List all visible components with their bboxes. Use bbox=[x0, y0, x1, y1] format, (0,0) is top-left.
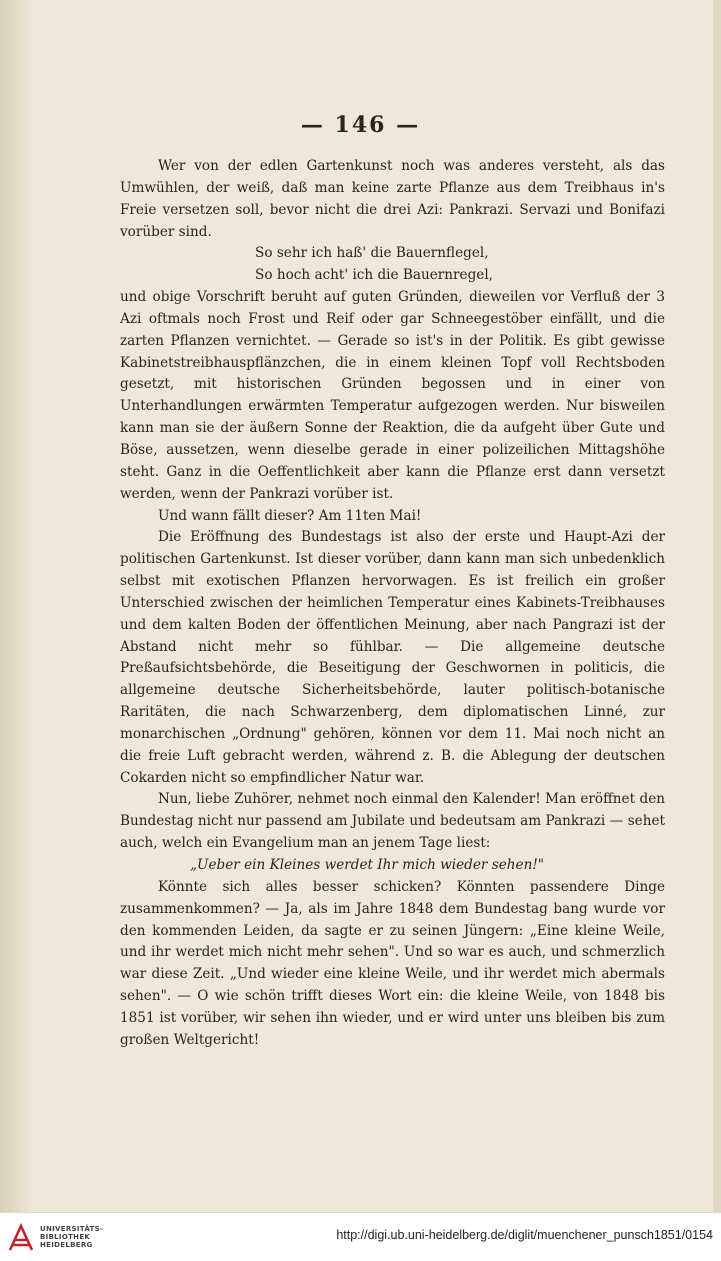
library-name-line-3: HEIDELBERG bbox=[40, 1241, 93, 1249]
paragraph-2: und obige Vorschrift beruht auf guten Gründen, dieweilen vor Verfluß der 3 Azi oftmals noch Frost und Reif oder gar Schneegestöber einfällt, und die zarten Pflanzen vernichtet. — Gerade so ist's in der Politik. Es gibt gewisse Kabinetstreibhauspflänzchen, die in einem kleinen Topf voll Rechtsboden gesetzt, mit historischen Gründen begossen und in einer von Unterhandlungen erwärmten Temperatur aufgezogen werden. Nur bisweilen kann man sie der äußern Sonne der Reaktion, die da aufgeht über Gute und Böse, aussetzen, wenn dieselbe gerade in einer polizeilichen Mittagshöhe steht. Ganz in die Oeffentlichkeit aber kann die Pflanze erst dann versetzt werden, wenn der Pankrazi vorüber ist. bbox=[120, 289, 665, 502]
library-name-line-1: UNIVERSITÄTS- bbox=[40, 1225, 104, 1233]
paragraph-3: Und wann fällt dieser? Am 11ten Mai! bbox=[158, 507, 422, 524]
footer-bar bbox=[0, 1212, 721, 1261]
paragraph-4: Die Eröffnung des Bundestags ist also der erste und Haupt-Azi der politischen Gartenkunst. Ist dieser vorüber, dann kann man sich unbedenklich selbst mit exotischen Pflanzen hervorwagen. Es ist freilich ein großer Unterschied zwischen der heimlichen Temperatur eines Kabinets-Treibhauses und dem kalten Boden der öffentlichen Meinung, aber nach Pangrazi ist der Abstand nicht mehr so fühlbar. — Die allgemeine deutsche Preßaufsichtsbehörde, die Beseitigung der Geschwornen in politicis, die allgemeine deutsche Sicherheitsbehörde, lauter politisch-botanische Raritäten, die nach Schwarzenberg, dem diplomatischen Linné, zur monarchischen „Ordnung" gehören, können vor dem 11. Mai noch nicht an die freie Luft gebracht werden, während z. B. die Ablegung der deutschen Cokarden nicht so empfindlicher Natur war. bbox=[120, 529, 665, 786]
paragraph-5: Nun, liebe Zuhörer, nehmet noch einmal den Kalender! Man eröffnet den Bundestag nicht nur passend am Jubilate und bedeutsam am Pankrazi — sehet auch, welch ein Evangelium man an jenem Tage liest: bbox=[120, 791, 665, 852]
paragraph-1: Wer von der edlen Gartenkunst noch was anderes versteht, als das Umwühlen, der weiß, daß man keine zarte Pflanze aus dem Treibhaus in's Freie versetzen soll, bevor nicht die drei Azi: Pankrazi. Servazi und Bonifazi vorüber sind. bbox=[120, 158, 665, 240]
quotation: „Ueber ein Kleines werdet Ihr mich wieder sehen!" bbox=[190, 857, 545, 873]
verse-line-1: So sehr ich haß' die Bauernflegel, bbox=[255, 245, 489, 262]
permalink-url[interactable]: http://digi.ub.uni-heidelberg.de/diglit/muenchener_punsch1851/0154 bbox=[336, 1228, 713, 1242]
library-logo-icon bbox=[8, 1222, 34, 1252]
paragraph-6: Könnte sich alles besser schicken? Könnten passendere Dinge zusammenkommen? — Ja, als im Jahre 1848 dem Bundestag bang wurde vor den kommenden Leiden, da sagte er zu seinen Jüngern: „Eine kleine Weile, und ihr werdet mich nicht mehr sehen". Und so war es auch, und schmerzlich war diese Zeit. „Und wieder eine kleine Weile, und ihr werdet mich abermals sehen". — O wie schön trifft dieses Wort ein: die kleine Weile, von 1848 bis 1851 ist vorüber, wir sehen ihn wieder, und er wird unter uns bleiben bis zum großen Weltgericht! bbox=[120, 878, 665, 1048]
verse-line-2: So hoch acht' ich die Bauernregel, bbox=[255, 267, 493, 284]
library-name bbox=[40, 1225, 103, 1249]
page-gutter-shadow bbox=[0, 0, 34, 1212]
page-number: — 146 — bbox=[300, 112, 421, 138]
library-name-line-2: BIBLIOTHEK bbox=[40, 1233, 91, 1241]
verse bbox=[120, 243, 665, 287]
page-edge bbox=[713, 0, 721, 1212]
body-text bbox=[120, 156, 665, 1052]
